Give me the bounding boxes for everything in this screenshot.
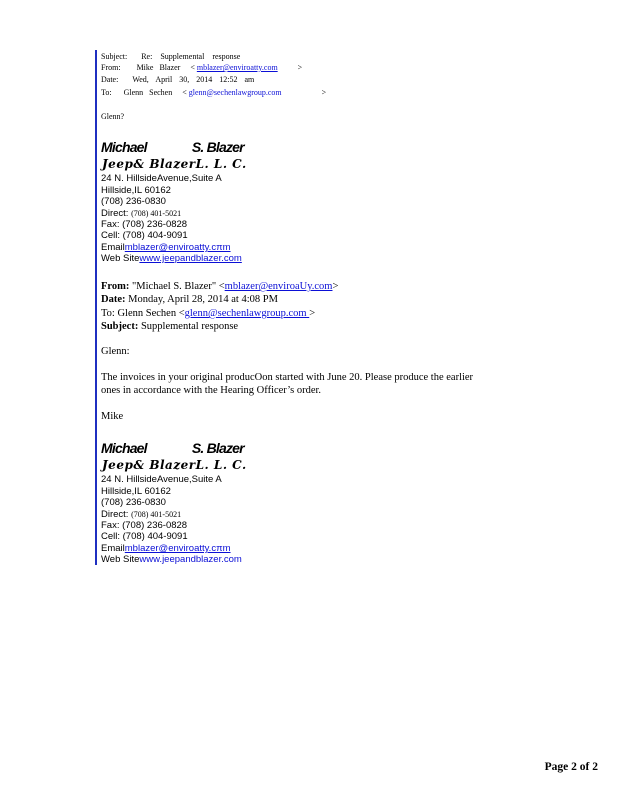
- quoted-signoff: Mike: [101, 411, 124, 422]
- quoted-to-close-bracket: >: [309, 308, 316, 319]
- subject-label: Subject:: [101, 52, 128, 61]
- signature-1-direct-label: Direct:: [101, 208, 129, 219]
- to-close-bracket: >: [321, 88, 327, 97]
- signature-2-name: [101, 440, 244, 456]
- from-row: [101, 63, 302, 72]
- from-name: Mike Blazer: [136, 63, 181, 72]
- signature-2-city: Hillside,IL 60162: [101, 486, 171, 497]
- from-email-link[interactable]: mblazer@enviroatty.com: [196, 63, 278, 72]
- greeting-1: Glenn?: [101, 112, 125, 121]
- signature-2-phone: (708) 236-0830: [101, 497, 166, 508]
- page-number: Page 2 of 2: [544, 761, 598, 773]
- signature-1-email: [101, 242, 231, 253]
- signature-1-direct: [101, 208, 181, 219]
- quoted-body-line-1: The invoices in your original producOon started with June 20. Please produce the earlier: [101, 372, 474, 383]
- signature-2-web-link[interactable]: www.jeepandblazer.com: [139, 554, 242, 565]
- signature-1-city: Hillside,IL 60162: [101, 185, 171, 196]
- signature-2-middle: S. Blazer: [191, 440, 244, 456]
- quoted-from-open-bracket: <: [218, 281, 225, 292]
- to-open-bracket: <: [182, 88, 187, 97]
- quoted-date-label: Date:: [101, 294, 126, 305]
- quoted-body-line-2: ones in accordance with the Hearing Officer’s order.: [101, 385, 322, 396]
- to-name: Glenn Sechen: [123, 88, 173, 97]
- quoted-from-row: [101, 281, 338, 292]
- signature-1-name: [101, 139, 244, 155]
- signature-2-email: [101, 543, 231, 554]
- quoted-from-label: From:: [101, 281, 130, 292]
- quoted-date-row: [101, 294, 278, 305]
- quoted-to-prefix: To: Glenn Sechen <: [101, 308, 185, 319]
- quote-bar: [95, 50, 97, 565]
- quoted-from-close-bracket: >: [332, 281, 339, 292]
- signature-1-direct-value: (708) 401-5021: [131, 209, 182, 218]
- from-open-bracket: <: [190, 63, 195, 72]
- signature-2-direct-value: (708) 401-5021: [131, 510, 182, 519]
- signature-2-first-name: Michael: [101, 440, 147, 456]
- to-row: [101, 88, 326, 97]
- signature-2-fax: Fax: (708) 236-0828: [101, 520, 188, 531]
- quoted-subject-value: Supplemental response: [138, 321, 239, 332]
- quoted-subject-row: [101, 321, 238, 332]
- quoted-to-email-link[interactable]: glenn@sechenlawgroup.com: [184, 308, 310, 319]
- quoted-date-value: Monday, April 28, 2014 at 4:08 PM: [125, 294, 278, 305]
- quoted-greeting: Glenn:: [101, 346, 130, 357]
- to-email-link[interactable]: glenn@sechenlawgroup.com: [188, 88, 282, 97]
- subject-row: [101, 52, 240, 61]
- signature-1-email-label: Email: [101, 242, 125, 253]
- subject-value: Re: Supplemental response: [141, 52, 241, 61]
- signature-1-web: [101, 253, 242, 264]
- to-label: To:: [101, 88, 112, 97]
- date-value: Wed, April 30, 2014 12:52 am: [132, 75, 255, 84]
- signature-2-web-label: Web Site: [101, 554, 140, 565]
- quoted-to-row: [101, 308, 315, 319]
- signature-2-firm: Jeep& BlazerL. L. C.: [102, 458, 247, 472]
- signature-1-middle: S. Blazer: [191, 139, 244, 155]
- date-label: Date:: [101, 75, 119, 84]
- signature-2-web: [101, 554, 242, 565]
- signature-2-email-link[interactable]: mblazer@enviroatty.cπm: [124, 543, 231, 554]
- quoted-subject-label: Subject:: [101, 321, 139, 332]
- signature-1-first-name: Michael: [101, 139, 147, 155]
- signature-1-email-link[interactable]: mblazer@enviroatty.cπm: [124, 242, 231, 253]
- signature-1-address: 24 N. HillsideAvenue,Suite A: [101, 173, 222, 184]
- date-row: [101, 75, 254, 84]
- from-label: From:: [101, 63, 121, 72]
- signature-2-direct-label: Direct:: [101, 509, 129, 520]
- signature-1-web-label: Web Site: [101, 253, 140, 264]
- quoted-from-email-link[interactable]: mblazer@enviroaUy.com: [224, 281, 333, 292]
- signature-1-cell: Cell: (708) 404-9091: [101, 230, 188, 241]
- signature-2-direct: [101, 509, 181, 520]
- signature-2-address: 24 N. HillsideAvenue,Suite A: [101, 474, 222, 485]
- signature-1-firm: Jeep& BlazerL. L. C.: [102, 157, 247, 171]
- quoted-from-name: "Michael S. Blazer": [129, 281, 219, 292]
- signature-1-web-link[interactable]: www.jeepandblazer.com: [139, 253, 242, 264]
- signature-1-phone: (708) 236-0830: [101, 196, 166, 207]
- from-close-bracket: >: [297, 63, 303, 72]
- signature-1-fax: Fax: (708) 236-0828: [101, 219, 188, 230]
- signature-2-cell: Cell: (708) 404-9091: [101, 531, 188, 542]
- signature-2-email-label: Email: [101, 543, 125, 554]
